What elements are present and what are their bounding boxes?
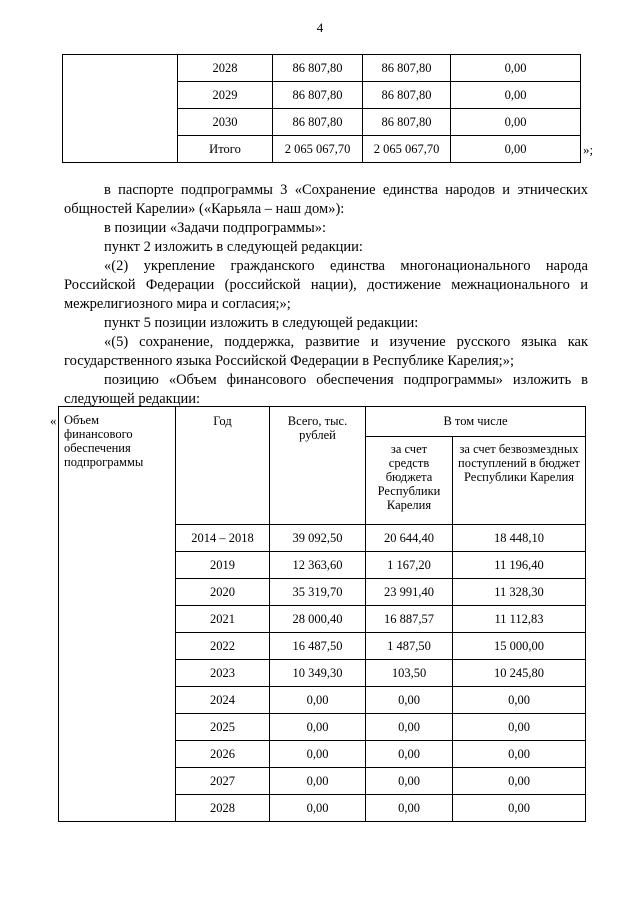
total-cell: 2 065 067,70 xyxy=(273,136,363,163)
year-cell: 2022 xyxy=(176,633,270,660)
budget-cell: 2 065 067,70 xyxy=(363,136,451,163)
header-budget: за счет средств бюджета Республики Карелия xyxy=(366,437,453,525)
header-year: Год xyxy=(176,407,270,525)
total-cell: 10 349,30 xyxy=(270,660,366,687)
budget-cell: 0,00 xyxy=(366,714,453,741)
budget-cell: 1 487,50 xyxy=(366,633,453,660)
header-row xyxy=(59,407,586,437)
paragraph: «(5) сохранение, поддержка, развитие и изучение русского языка как государственного языка Российской Федерации в Республике Карелия;»; xyxy=(64,334,588,369)
year-cell: Итого xyxy=(178,136,273,163)
paragraph: в позиции «Задачи подпрограммы»: xyxy=(104,220,326,236)
header-other: за счет безвозмездных поступлений в бюджет Республики Карелия xyxy=(453,437,586,525)
total-cell: 16 487,50 xyxy=(270,633,366,660)
financing-table-continued xyxy=(62,54,581,163)
budget-cell: 86 807,80 xyxy=(363,82,451,109)
total-cell: 0,00 xyxy=(270,768,366,795)
year-cell: 2030 xyxy=(178,109,273,136)
year-cell: 2019 xyxy=(176,552,270,579)
budget-cell: 86 807,80 xyxy=(363,55,451,82)
year-cell: 2024 xyxy=(176,687,270,714)
year-cell: 2020 xyxy=(176,579,270,606)
other-cell: 0,00 xyxy=(451,55,581,82)
paragraph: пункт 2 изложить в следующей редакции: xyxy=(104,239,363,255)
year-cell: 2023 xyxy=(176,660,270,687)
paragraph: в паспорте подпрограммы 3 «Сохранение единства народов и этнических общностей Карелии» («Карьяла – наш дом»): xyxy=(64,182,588,217)
other-cell: 11 112,83 xyxy=(453,606,586,633)
other-cell: 11 328,30 xyxy=(453,579,586,606)
budget-cell: 0,00 xyxy=(366,795,453,822)
budget-cell: 0,00 xyxy=(366,687,453,714)
total-cell: 86 807,80 xyxy=(273,109,363,136)
year-cell: 2028 xyxy=(176,795,270,822)
budget-cell: 0,00 xyxy=(366,768,453,795)
total-cell: 86 807,80 xyxy=(273,82,363,109)
paragraph: «(2) укрепление гражданского единства многонационального народа Российской Федерации (российской нации), достижение межнационального и межрелигиозного мира и согласия;»; xyxy=(64,258,588,312)
other-cell: 15 000,00 xyxy=(453,633,586,660)
total-cell: 0,00 xyxy=(270,714,366,741)
amendment-text xyxy=(64,181,588,409)
budget-cell: 86 807,80 xyxy=(363,109,451,136)
total-cell: 0,00 xyxy=(270,741,366,768)
total-cell: 86 807,80 xyxy=(273,55,363,82)
total-cell: 35 319,70 xyxy=(270,579,366,606)
page-number: 4 xyxy=(316,20,324,35)
other-cell: 10 245,80 xyxy=(453,660,586,687)
total-cell: 12 363,60 xyxy=(270,552,366,579)
budget-cell: 0,00 xyxy=(366,741,453,768)
table-row xyxy=(63,55,581,82)
paragraph: позицию «Объем финансового обеспечения подпрограммы» изложить в следующей редакции: xyxy=(64,372,588,407)
header-total: Всего, тыс. рублей xyxy=(270,407,366,525)
year-cell: 2021 xyxy=(176,606,270,633)
other-cell: 0,00 xyxy=(453,741,586,768)
total-cell: 0,00 xyxy=(270,687,366,714)
other-cell: 0,00 xyxy=(453,795,586,822)
other-cell: 0,00 xyxy=(453,768,586,795)
year-cell: 2027 xyxy=(176,768,270,795)
total-cell: 39 092,50 xyxy=(270,525,366,552)
financing-table xyxy=(58,406,586,822)
year-cell: 2028 xyxy=(178,55,273,82)
budget-cell: 20 644,40 xyxy=(366,525,453,552)
budget-cell: 16 887,57 xyxy=(366,606,453,633)
year-cell: 2014 – 2018 xyxy=(176,525,270,552)
other-cell: 0,00 xyxy=(451,82,581,109)
budget-cell: 1 167,20 xyxy=(366,552,453,579)
other-cell: 0,00 xyxy=(453,714,586,741)
total-cell: 28 000,40 xyxy=(270,606,366,633)
empty-label-cell xyxy=(63,55,178,163)
budget-cell: 103,50 xyxy=(366,660,453,687)
year-cell: 2029 xyxy=(178,82,273,109)
other-cell: 0,00 xyxy=(453,687,586,714)
year-cell: 2026 xyxy=(176,741,270,768)
other-cell: 18 448,10 xyxy=(453,525,586,552)
other-cell: 0,00 xyxy=(451,109,581,136)
other-cell: 11 196,40 xyxy=(453,552,586,579)
total-cell: 0,00 xyxy=(270,795,366,822)
budget-cell: 23 991,40 xyxy=(366,579,453,606)
row-label: Объем финансового обеспечения подпрограммы xyxy=(59,407,176,822)
year-cell: 2025 xyxy=(176,714,270,741)
paragraph: пункт 5 позиции изложить в следующей редакции: xyxy=(104,315,419,331)
header-including: В том числе xyxy=(366,407,586,437)
opening-quote: « xyxy=(50,413,57,428)
closing-quote: »; xyxy=(583,142,594,157)
other-cell: 0,00 xyxy=(451,136,581,163)
